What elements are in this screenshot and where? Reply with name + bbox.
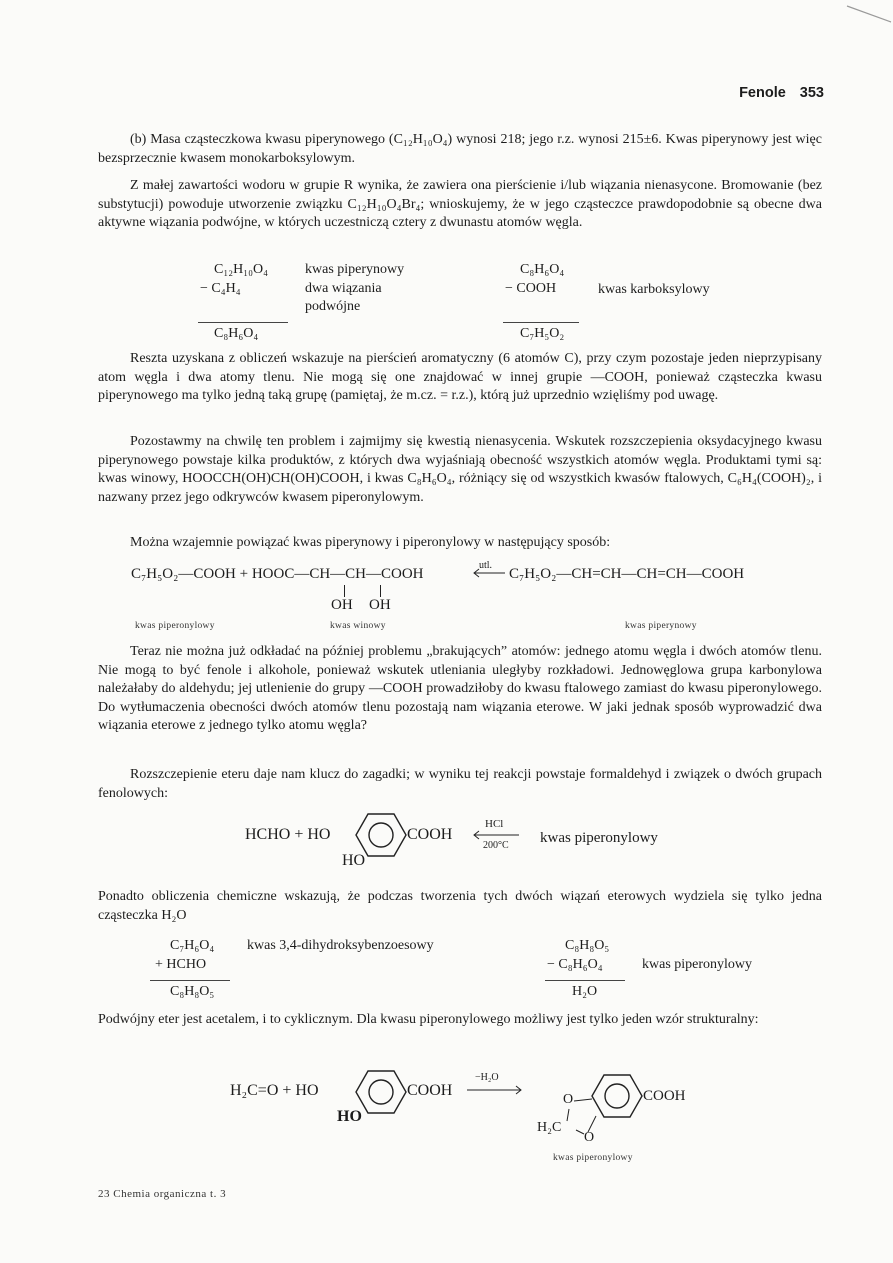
paragraph: Rozszczepienie eteru daje nam klucz do zagadki; w wyniku tej reakcji powstaje formaldehyd i związek o dwóch grupach fenolowych: [98,767,822,801]
ether-oxygen: O [584,1130,595,1145]
section-title: Fenole [739,85,786,101]
formula-note: kwas 3,4-dihydroksybenzoesowy [247,938,434,953]
arrow-label: utl. [479,560,493,571]
paragraph: Ponadto obliczenia chemiczne wskazują, że podczas tworzenia tych dwóch wiązań eterowych wydziela się tylko jedna cząsteczka H₂O [98,889,822,923]
paragraph: Teraz nie można już odkładać na później problemu „brakujących” atomów: jednego atomu węgla i dwóch atomów tlenu. Nie mogą to być fenole i alkohole, ponieważ wskutek utleniania uległyby rozkładowi. Jednowęglowa grupa karbonylowa należałaby do aldehydu; jej utlenienie do grupy —COOH prowadziłoby do kwasu ftalowego zamiast do kwasu piperonylowego. Do wytłumaczenia obecności dwóch atomów tlenu pozostają nam wiązania eterowe. W jaki jednak sposób wyprowadzić dwa wiązania eterowe z jednego tylko atomu węgla? [98,644,822,733]
arrow-label: −H₂O [475,1072,499,1083]
equation-left: C₇H₅O₂—COOH + HOOC—CH—CH—COOH [131,566,424,582]
equation-right: C₇H₅O₂—CH=CH—CH=CH—COOH [509,566,745,582]
rule [198,322,288,323]
hydroxyl: OH [331,597,353,613]
carboxyl: COOH [407,826,453,843]
hydroxyl: OH [369,597,391,613]
reaction-arrow [472,568,506,578]
scan-mark [845,0,893,30]
paragraph: (b) Masa cząsteczkowa kwasu piperynowego (C₁₂H₁₀O₄) wynosi 218; jego r.z. wynosi 215±6. Kwas piperynowy jest więc bezsprzecznie kwasem monokarboksylowym. [98,132,822,166]
rule [150,980,230,981]
formula: − C₄H₄ [200,281,241,296]
running-header [700,85,824,101]
bond [380,585,381,597]
equation-left: H₂C=O + HO [230,1082,319,1099]
formula: + HCHO [155,957,207,972]
ether-oxygen: O [563,1092,574,1107]
formula: C₈H₈O₅ [170,984,215,999]
page-number: 353 [799,85,824,101]
formula-note: podwójne [305,299,361,314]
caption: kwas piperynowy [625,621,697,631]
caption: kwas piperonylowy [135,621,215,631]
hydroxyl: HO [337,1108,362,1125]
formula: C₈H₈O₅ [565,938,610,953]
paragraph: Reszta uzyskana z obliczeń wskazuje na pierścień aromatyczny (6 atomów C), przy czym pozostaje jeden nieprzypisany atom węgla i dwa atomy tlenu. Nie mogą się one znajdować w innej grupie —COOH, ponieważ cząsteczka kwasu piperynowego ma tylko jedną taką grupę (pamiętaj, że m.cz. = r.z.), którą już uprzednio wzięliśmy pod uwagę. [98,351,822,403]
formula-note: kwas piperynowy [305,262,405,277]
formula: − COOH [505,281,557,296]
formula: C₈H₆O₄ [214,326,259,341]
bond [344,585,345,597]
dioxole-bonds [556,1094,606,1144]
temperature: 200°C [483,840,509,851]
methylene: H₂C [537,1120,562,1135]
formula: C₈H₆O₄ [520,262,565,277]
reagent: HCl [485,818,504,830]
paragraph: Można wzajemnie powiązać kwas piperynowy i piperonylowy w następujący sposób: [130,535,611,550]
carboxyl: COOH [643,1088,686,1104]
rule [503,322,579,323]
caption: kwas winowy [330,621,386,631]
formula-note: kwas piperonylowy [642,957,753,972]
formula: C₇H₆O₄ [170,938,215,953]
page-footer: 23 Chemia organiczna t. 3 [98,1188,227,1200]
rule [545,980,625,981]
carboxyl: COOH [407,1082,453,1099]
equation-left: HCHO + HO [245,826,331,843]
caption: kwas piperonylowy [553,1153,633,1163]
paragraph: Podwójny eter jest acetalem, i to cyklicznym. Dla kwasu piperonylowego możliwy jest tylko jeden wzór strukturalny: [98,1012,759,1027]
formula-note: kwas karboksylowy [598,282,710,297]
paragraph: Z małej zawartości wodoru w grupie R wynika, że zawiera ona pierścienie i/lub wiązania nienasycone. Bromowanie (bez substytucji) powoduje utworzenie związku C₁₂H₁₀O₄Br₄; wnioskujemy, że w jego cząsteczce prawdopodobnie są obecne dwa aktywne wiązania podwójne, w których uczestniczą cztery z dwunastu atomów węgla. [98,178,822,230]
reaction-arrow [472,830,520,840]
formula: C₇H₅O₂ [520,326,565,341]
formula: H₂O [572,984,598,999]
formula: C₁₂H₁₀O₄ [214,262,268,277]
product-name: kwas piperonylowy [540,830,658,846]
formula: − C₈H₆O₄ [547,957,603,972]
formula-note: dwa wiązania [305,281,382,296]
hydroxyl: HO [342,852,366,869]
paragraph: Pozostawmy na chwilę ten problem i zajmijmy się kwestią nienasycenia. Wskutek rozszczepienia oksydacyjnego kwasu piperynowego powstaje kilka produktów, z których dwa wyjaśniają obecność wszystkich atomów węgla. Produktami tymi są: kwas winowy, HOOCCH(OH)CH(OH)COOH, i kwas C₈H₆O₄, różniący się od wszystkich kwasów ftalowych, C₆H₄(COOH)₂, i nazwany przez jego odkrywców kwasem piperonylowym. [98,434,822,505]
benzene-ring [355,1069,407,1115]
reaction-arrow [466,1085,524,1095]
